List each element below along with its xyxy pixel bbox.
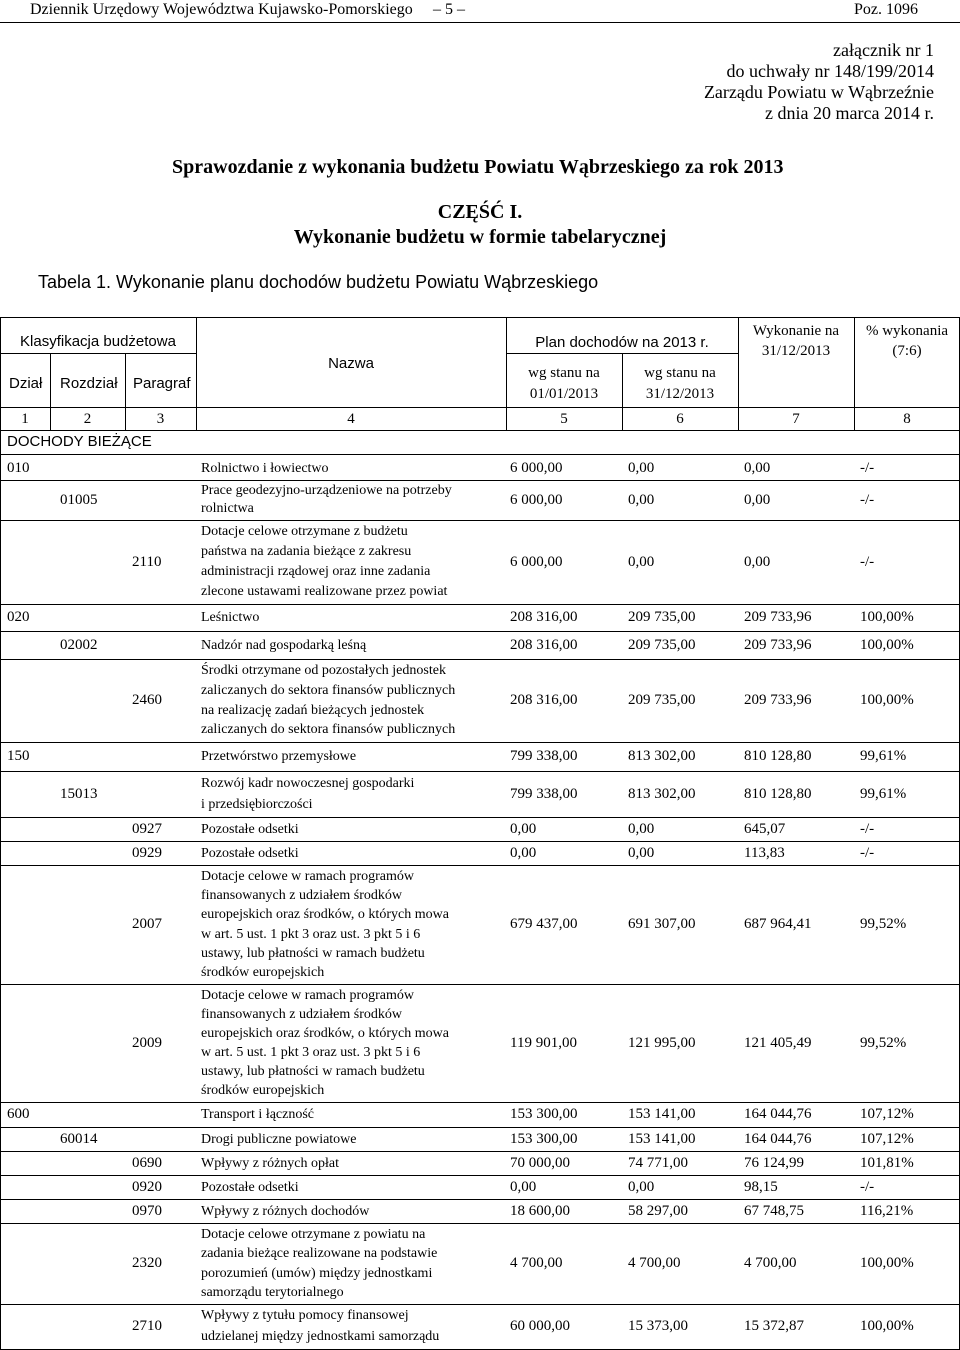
row-name-line: na realizację zadań bieżących jednostek (201, 702, 425, 718)
row-name-line: państwa na zadania bieżące z zakresu (201, 544, 412, 559)
plan-initial-value: 799 338,00 (510, 748, 578, 764)
plan-final-value: 209 735,00 (628, 609, 696, 625)
plan-initial-value: 208 316,00 (510, 636, 578, 653)
execution-percent: 100,00% (860, 636, 914, 653)
row-rule (0, 480, 960, 481)
col-plan-end-1: wg stanu na (644, 365, 716, 381)
execution-value: 76 124,99 (744, 1154, 804, 1171)
row-name-line: samorządu terytorialnego (201, 1284, 344, 1300)
row-name-line: Rolnictwo i łowiectwo (201, 460, 329, 476)
row-name-line: Przetwórstwo przemysłowe (201, 749, 357, 764)
plan-final-value: 0,00 (628, 820, 655, 837)
row-code: 020 (7, 609, 30, 625)
row-code: 01005 (60, 491, 98, 508)
col-number: 1 (21, 411, 29, 427)
execution-value: 15 372,87 (744, 1318, 804, 1334)
row-code: 60014 (60, 1130, 98, 1147)
col-wykonanie-1: Wykonanie na (752, 323, 840, 339)
plan-initial-value: 70 000,00 (510, 1154, 570, 1171)
plan-initial-value: 6 000,00 (510, 553, 563, 570)
row-rule (0, 317, 960, 318)
part-number: CZĘŚĆ I. (437, 201, 523, 223)
plan-final-value: 153 141,00 (628, 1130, 696, 1147)
row-rule (0, 841, 960, 842)
execution-percent: 101,81% (860, 1154, 914, 1171)
row-code: 0929 (132, 844, 162, 861)
execution-percent: 100,00% (860, 609, 914, 625)
row-name-line: Transport i łączność (201, 1107, 315, 1122)
row-name-line: Dotacje celowe otrzymane z budżetu (201, 524, 408, 539)
row-rule (0, 771, 960, 772)
row-code: 2320 (132, 1255, 162, 1271)
row-rule (0, 407, 960, 408)
row-name-line: udzielanej między jednostkami samorządu (201, 1328, 440, 1344)
execution-value: 209 733,96 (744, 636, 812, 653)
row-name-line: zaliczanych do sektora finansów publicznych (201, 682, 456, 698)
row-name-line: Środki otrzymane od pozostałych jednostek (201, 663, 446, 678)
row-rule (0, 430, 960, 431)
execution-value: 810 128,80 (744, 785, 812, 802)
row-code: 2009 (132, 1034, 162, 1051)
execution-percent: 116,21% (860, 1202, 914, 1219)
execution-value: 687 964,41 (744, 916, 812, 932)
col-rozdzial: Rozdział (60, 375, 118, 392)
row-rule (0, 1102, 960, 1103)
row-name-line: zaliczanych do sektora finansów publicznych (201, 722, 456, 738)
row-code: 02002 (60, 636, 98, 653)
row-name-line: w art. 5 ust. 1 pkt 3 oraz ust. 3 pkt 5 i 6 (201, 1045, 421, 1060)
row-name-line: rolnictwa (201, 501, 254, 516)
plan-initial-value: 0,00 (510, 820, 537, 837)
execution-percent: 99,52% (860, 1034, 907, 1051)
table-caption: Tabela 1. Wykonanie planu dochodów budżetu Powiatu Wąbrzeskiego (38, 272, 599, 292)
row-name-line: Wpływy z różnych dochodów (201, 1203, 370, 1219)
plan-final-value: 813 302,00 (628, 785, 696, 802)
row-code: 0927 (132, 820, 162, 837)
plan-initial-value: 60 000,00 (510, 1318, 570, 1334)
page-header (0, 0, 960, 26)
report-title: Sprawozdanie z wykonania budżetu Powiatu Wąbrzeskiego za rok 2013 (172, 156, 784, 178)
col-dzial: Dział (9, 375, 43, 392)
col-plan: Plan dochodów na 2013 r. (535, 334, 709, 351)
plan-initial-value: 18 600,00 (510, 1202, 570, 1219)
row-rule (0, 1199, 960, 1200)
row-code: 600 (7, 1106, 30, 1122)
plan-final-value: 0,00 (628, 553, 655, 570)
execution-percent: -/- (860, 491, 875, 508)
col-number: 8 (903, 411, 911, 427)
row-name-line: Rozwój kadr nowoczesnej gospodarki (201, 776, 415, 791)
row-name-line: Dotacje celowe w ramach programów (201, 988, 415, 1003)
plan-initial-value: 799 338,00 (510, 785, 578, 802)
execution-percent: 100,00% (860, 1255, 914, 1271)
row-name-line: Dotacje celowe otrzymane z powiatu na (201, 1227, 426, 1242)
plan-initial-value: 6 000,00 (510, 459, 563, 476)
execution-value: 98,15 (744, 1178, 778, 1195)
row-name-line: zlecone ustawami realizowane przez powiat (201, 584, 448, 599)
row-name-line: w art. 5 ust. 1 pkt 3 oraz ust. 3 pkt 5 i 6 (201, 926, 421, 942)
row-name-line: administracji rządowej oraz inne zadania (201, 564, 431, 579)
plan-final-value: 153 141,00 (628, 1106, 696, 1122)
execution-value: 0,00 (744, 491, 771, 508)
execution-percent: 99,61% (860, 785, 907, 802)
execution-value: 113,83 (744, 844, 785, 861)
execution-percent: 99,61% (860, 748, 907, 764)
plan-final-value: 209 735,00 (628, 692, 696, 708)
execution-percent: 107,12% (860, 1130, 914, 1147)
row-name-line: Pozostałe odsetki (201, 821, 299, 837)
attachment-line: z dnia 20 marca 2014 r. (765, 103, 934, 123)
col-number: 2 (83, 411, 92, 427)
row-name-line: Nadzór nad gospodarką leśną (201, 637, 367, 653)
row-code: 2110 (132, 553, 162, 570)
execution-value: 209 733,96 (744, 692, 812, 708)
row-name-line: europejskich oraz środków, o których mowa (201, 907, 449, 923)
execution-value: 164 044,76 (744, 1106, 812, 1122)
plan-final-value: 0,00 (628, 459, 655, 476)
row-code: 010 (7, 459, 30, 476)
col-number: 4 (347, 411, 355, 427)
row-code: 2007 (132, 916, 162, 932)
row-rule (0, 1175, 960, 1176)
row-name-line: europejskich oraz środków, o których mowa (201, 1026, 449, 1041)
execution-percent: 99,52% (860, 916, 907, 932)
header-rule (0, 22, 960, 23)
row-name-line: środków europejskich (201, 1083, 325, 1098)
section-label: DOCHODY BIEŻĄCE (7, 433, 152, 450)
col-number: 6 (676, 411, 684, 427)
execution-value: 4 700,00 (744, 1255, 797, 1271)
plan-final-value: 691 307,00 (628, 916, 696, 932)
plan-final-value: 0,00 (628, 491, 655, 508)
col-procent-2: (7:6) (892, 343, 922, 359)
journal-name: Dziennik Urzędowy Województwa Kujawsko-Pomorskiego (30, 1, 413, 18)
row-name-line: ustawy, lub płatności w ramach budżetu (201, 1064, 425, 1079)
row-name-line: Prace geodezyjno-urządzeniowe na potrzeby (201, 483, 452, 498)
execution-percent: 107,12% (860, 1106, 914, 1122)
row-name-line: i przedsiębiorczości (201, 797, 313, 812)
row-rule (0, 520, 960, 521)
plan-final-value: 74 771,00 (628, 1154, 688, 1171)
col-rule (0, 317, 1, 454)
plan-final-value: 121 995,00 (628, 1034, 696, 1051)
row-code: 0690 (132, 1154, 162, 1171)
attachment-line: Zarządu Powiatu w Wąbrzeźnie (703, 82, 934, 102)
row-rule (0, 865, 960, 866)
row-code: 0920 (132, 1178, 162, 1195)
execution-percent: -/- (860, 553, 875, 570)
plan-initial-value: 0,00 (510, 844, 537, 861)
row-name-line: Drogi publiczne powiatowe (201, 1131, 357, 1147)
execution-value: 645,07 (744, 820, 786, 837)
row-rule (0, 1127, 960, 1128)
execution-value: 0,00 (744, 459, 771, 476)
plan-initial-value: 119 901,00 (510, 1034, 577, 1051)
col-rule (0, 454, 1, 1349)
plan-final-value: 58 297,00 (628, 1202, 688, 1219)
execution-value: 209 733,96 (744, 609, 812, 625)
row-name-line: środków europejskich (201, 964, 325, 980)
col-plan-start-2: 01/01/2013 (529, 386, 599, 402)
col-klasyfikacja: Klasyfikacja budżetowa (20, 333, 176, 350)
row-rule (0, 659, 960, 660)
row-rule (0, 353, 196, 354)
col-plan-end-2: 31/12/2013 (645, 386, 715, 402)
plan-initial-value: 208 316,00 (510, 609, 578, 625)
row-rule (0, 631, 960, 632)
row-rule (0, 742, 960, 743)
row-rule (0, 604, 960, 605)
attachment-line: do uchwały nr 148/199/2014 (726, 61, 934, 81)
row-rule (0, 817, 960, 818)
execution-percent: 100,00% (860, 1318, 914, 1334)
position-number: Poz. 1096 (854, 1, 918, 18)
row-name-line: Pozostałe odsetki (201, 1179, 299, 1195)
plan-initial-value: 153 300,00 (510, 1106, 578, 1122)
row-name-line: zadania bieżące realizowane na podstawie (201, 1246, 438, 1262)
plan-final-value: 0,00 (628, 844, 655, 861)
plan-final-value: 813 302,00 (628, 748, 696, 764)
row-name-line: Dotacje celowe w ramach programów (201, 869, 415, 884)
plan-initial-value: 208 316,00 (510, 692, 578, 708)
execution-percent: -/- (860, 820, 875, 837)
col-paragraf: Paragraf (133, 375, 191, 392)
plan-initial-value: 679 437,00 (510, 916, 578, 932)
plan-initial-value: 6 000,00 (510, 491, 563, 508)
col-nazwa: Nazwa (328, 355, 374, 372)
row-code: 15013 (60, 785, 98, 802)
attachment-note (704, 40, 934, 124)
col-number: 5 (560, 411, 568, 427)
col-wykonanie-2: 31/12/2013 (761, 343, 831, 359)
col-plan-start-1: wg stanu na (528, 365, 600, 381)
row-rule (0, 1151, 960, 1152)
execution-value: 67 748,75 (744, 1202, 804, 1219)
plan-initial-value: 153 300,00 (510, 1130, 578, 1147)
execution-value: 121 405,49 (744, 1034, 812, 1051)
row-rule (0, 1304, 960, 1305)
plan-final-value: 15 373,00 (628, 1318, 688, 1334)
plan-final-value: 0,00 (628, 1178, 655, 1195)
col-number: 3 (156, 411, 165, 427)
page-number: – 5 – (433, 1, 465, 18)
row-name-line: Leśnictwo (201, 610, 260, 625)
plan-final-value: 4 700,00 (628, 1255, 681, 1271)
row-code: 0970 (132, 1202, 162, 1219)
row-rule (0, 454, 960, 455)
row-name-line: porozumień (umów) między jednostkami (201, 1265, 433, 1281)
part-subtitle: Wykonanie budżetu w formie tabelarycznej (293, 226, 667, 248)
execution-percent: -/- (860, 459, 875, 476)
execution-value: 164 044,76 (744, 1130, 812, 1147)
execution-value: 0,00 (744, 553, 771, 570)
attachment-line: załącznik nr 1 (833, 40, 934, 60)
row-name-line: Pozostałe odsetki (201, 845, 299, 861)
row-code: 2710 (132, 1318, 162, 1334)
row-name-line: finansowanych z udziałem środków (201, 888, 402, 904)
col-procent-1: % wykonania (865, 323, 949, 339)
row-code: 150 (7, 748, 30, 764)
row-rule (0, 984, 960, 985)
row-name-line: Wpływy z tytułu pomocy finansowej (201, 1308, 409, 1323)
row-name-line: finansowanych z udziałem środków (201, 1007, 402, 1022)
plan-initial-value: 4 700,00 (510, 1255, 563, 1271)
execution-value: 810 128,80 (744, 748, 812, 764)
execution-percent: -/- (860, 1178, 875, 1195)
row-name-line: Wpływy z różnych opłat (201, 1155, 340, 1171)
row-rule (0, 1223, 960, 1224)
row-code: 2460 (132, 692, 162, 708)
row-name-line: ustawy, lub płatności w ramach budżetu (201, 945, 425, 961)
col-number: 7 (792, 411, 800, 427)
plan-initial-value: 0,00 (510, 1178, 537, 1195)
execution-percent: 100,00% (860, 692, 914, 708)
execution-percent: -/- (860, 844, 875, 861)
plan-final-value: 209 735,00 (628, 636, 696, 653)
